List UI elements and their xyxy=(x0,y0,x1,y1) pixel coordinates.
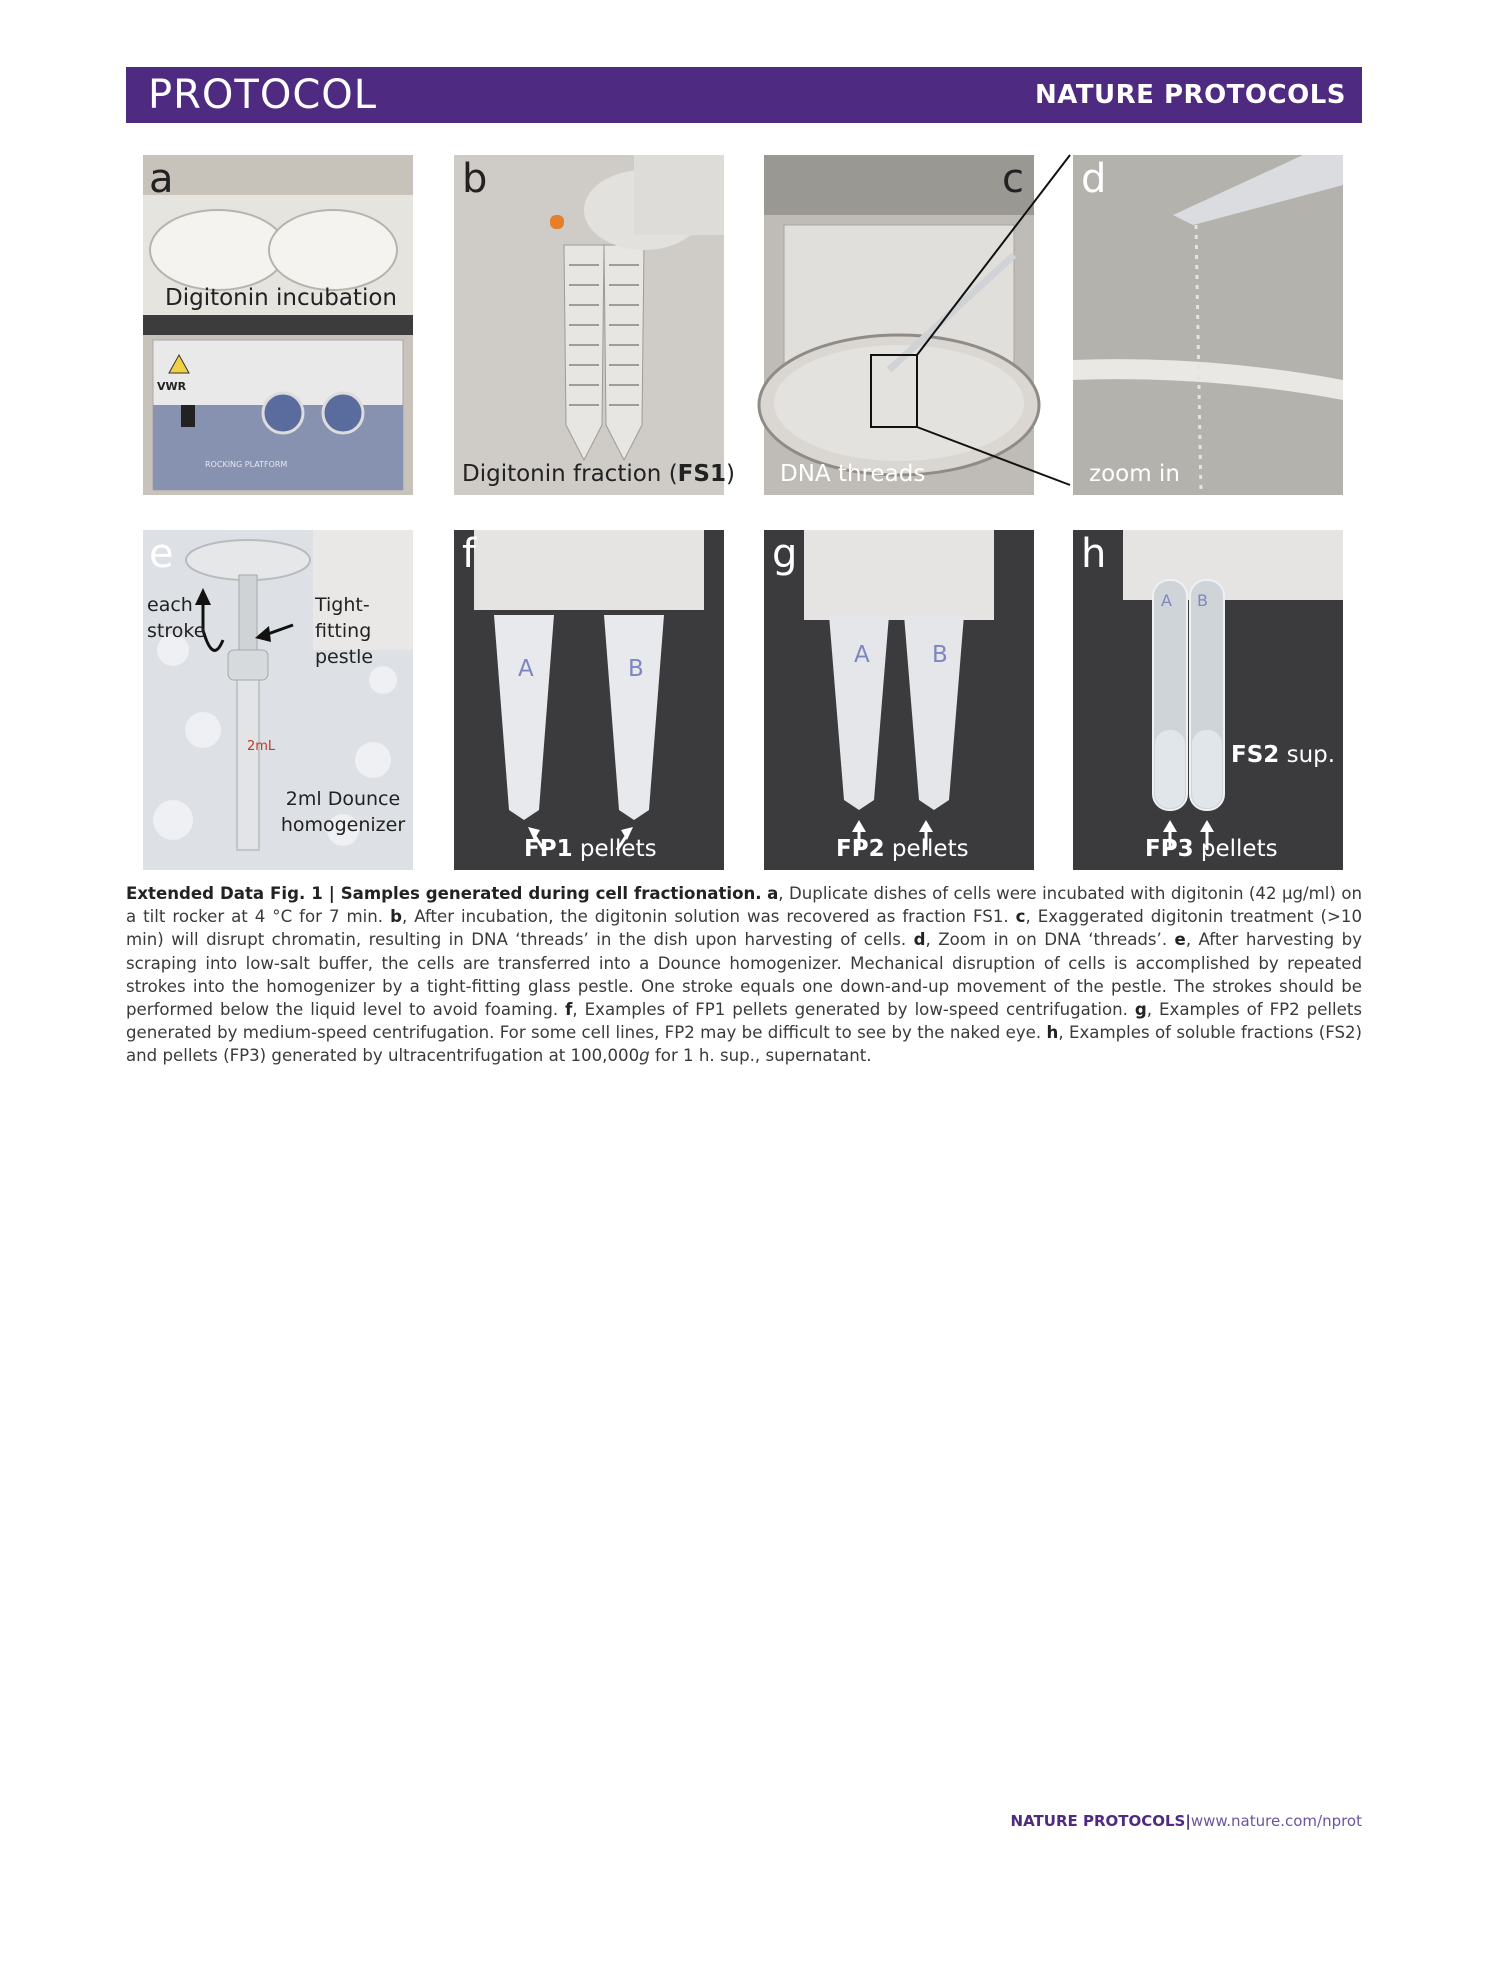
homogenizer-label: 2ml Dounce homogenizer xyxy=(280,788,406,836)
footer-journal: NATURE PROTOCOLS xyxy=(1010,1812,1186,1830)
tube-a-label: A xyxy=(518,656,534,682)
panel-h-label: FP3 pellets xyxy=(1145,836,1278,862)
tube-a-label: A xyxy=(1161,591,1172,610)
tube-b-label: B xyxy=(932,642,948,668)
panel-letter-e: e xyxy=(149,531,174,577)
conical-tubes-illustration xyxy=(454,155,724,495)
journal-name: NATURE PROTOCOLS xyxy=(1034,80,1346,110)
rocking-platform-illustration xyxy=(143,155,413,495)
fp2-pellet-tubes-illustration xyxy=(764,530,1034,870)
panel-c-label: DNA threads xyxy=(780,461,926,487)
panel-a-label: Digitonin incubation xyxy=(165,285,397,311)
panel-letter-c: c xyxy=(1002,156,1024,202)
fs2-sup-label: FS2 sup. xyxy=(1231,742,1336,768)
tube-b-label: B xyxy=(628,656,644,682)
dna-threads-zoom-illustration xyxy=(1073,155,1343,495)
footer-separator: | xyxy=(1185,1812,1191,1830)
panel-b-label: Digitonin fraction (FS1) xyxy=(462,461,735,487)
section-label: PROTOCOL xyxy=(148,72,378,118)
page-footer xyxy=(1011,1812,1362,1830)
panel-letter-h: h xyxy=(1081,531,1107,577)
panel-letter-f: f xyxy=(462,531,477,577)
stroke-label: each stroke xyxy=(147,594,206,642)
caption-lead: Extended Data Fig. 1 | Samples generated during cell fractionation. xyxy=(126,884,762,903)
panel-d-label: zoom in xyxy=(1089,461,1180,487)
pestle-label: Tight-fitting pestle xyxy=(315,594,374,668)
device-label: ROCKING PLATFORM xyxy=(205,460,288,469)
zoom-connector-lines xyxy=(870,150,1070,490)
figure-caption: Extended Data Fig. 1 | Samples generated during cell fractionation. a, Duplicate dishes of cells were incubated with digitonin (42 μg/ml) on a tilt rocker at 4 °C for 7 min. b, After incubation, the digitonin solution was recovered as fraction FS1. c, Exaggerated digitonin treatment (>10 min) will disrupt chromatin, resulting in DNA ‘threads’ in the dish upon harvesting of cells. d, Zoom in on DNA ‘threads’. e, After harvesting by scraping into low-salt buffer, the cells are transferred into a Dounce homogenizer. Mechanical disruption of cells is accomplished by repeated strokes into the homogenizer by a tight-fitting glass pestle. One stroke equals one down-and-up movement of the pestle. The strokes should be performed below the liquid level to avoid foaming. f, Examples of FP1 pellets generated by low-speed centrifugation. g, Examples of FP2 pellets generated by medium-speed centrifugation. For some cell lines, FP2 may be difficult to see by the naked eye. h, Examples of soluble fractions (FS2) and pellets (FP3) generated by ultracentrifugation at 100,000g for 1 h. sup., supernatant. xyxy=(126,884,1363,1066)
panel-b-photo xyxy=(454,155,735,495)
tube-a-label: A xyxy=(854,642,870,668)
journal-header-banner xyxy=(126,67,1362,123)
fp1-pellet-tubes-illustration xyxy=(454,530,724,870)
panel-letter-a: a xyxy=(149,156,174,202)
panel-g-label: FP2 pellets xyxy=(836,836,969,862)
panel-f-label: FP1 pellets xyxy=(524,836,657,862)
tube-volume-mark: 2mL xyxy=(247,739,276,754)
panel-letter-g: g xyxy=(772,531,798,577)
panel-letter-b: b xyxy=(462,156,488,202)
panel-e-photo xyxy=(143,530,413,870)
panel-a-photo xyxy=(143,155,413,495)
device-brand: VWR xyxy=(157,380,187,393)
panel-letter-d: d xyxy=(1081,156,1107,202)
panel-h-photo xyxy=(1073,530,1343,870)
panel-d-photo xyxy=(1073,155,1343,495)
tube-b-label: B xyxy=(1197,591,1208,610)
panel-g-photo xyxy=(764,530,1034,870)
footer-url-link[interactable]: www.nature.com/nprot xyxy=(1190,1812,1362,1830)
fp3-pellet-tubes-illustration xyxy=(1073,530,1343,870)
panel-f-photo xyxy=(454,530,724,870)
